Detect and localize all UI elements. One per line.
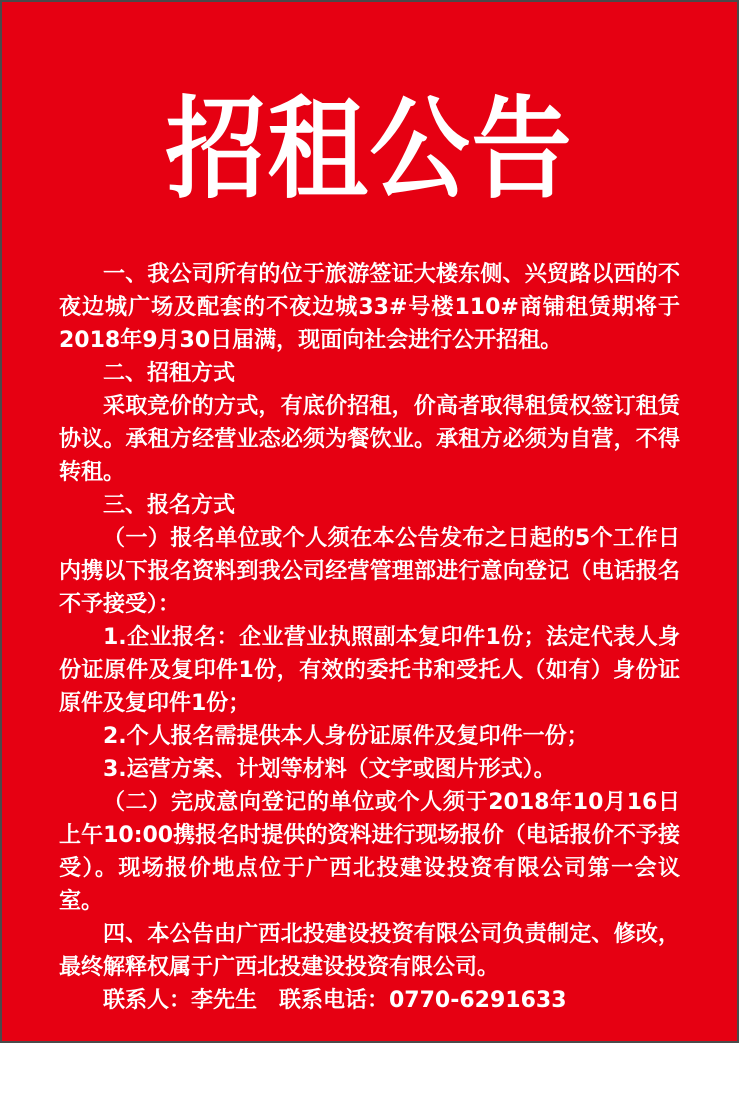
- para-enterprise-registration: 1.企业报名：企业营业执照副本复印件1份；法定代表人身份证原件及复印件1份，有效的委托书和受托人（如有）身份证原件及复印件1份；: [59, 625, 680, 716]
- notice-body: [2, 258, 737, 1017]
- signature-inner: [416, 1043, 680, 1109]
- heading-rental-method: 二、招租方式: [103, 361, 236, 386]
- signature-block: [2, 1043, 737, 1109]
- para-registration-requirements: （一）报名单位或个人须在本公告发布之日起的5个工作日内携以下报名资料到我公司经营管理部进行意向登记（电话报名不予接受）：: [59, 526, 680, 617]
- contact-line: 联系人：李先生 联系电话：0770-6291633: [103, 988, 567, 1013]
- heading-registration-method: 三、报名方式: [103, 493, 236, 518]
- para-rental-method: 采取竞价的方式，有底价招租，价高者取得租赁权签订租赁协议。承租方经营业态必须为餐饮业。承租方必须为自营，不得转租。: [59, 394, 680, 485]
- para-individual-registration: 2.个人报名需提供本人身份证原件及复印件一份；: [103, 724, 589, 749]
- para-operation-plan-materials: 3.运营方案、计划等材料（文字或图片形式）。: [103, 757, 556, 782]
- para-final-interpretation: 四、本公告由广西北投建设投资有限公司负责制定、修改，最终解释权属于广西北投建设投资有限公司。: [59, 922, 680, 980]
- signature-company: 广西北投建设投资有限公司: [415, 1047, 680, 1072]
- para-property-info: 一、我公司所有的位于旅游签证大楼东侧、兴贸路以西的不夜边城广场及配套的不夜边城33#号楼110#商铺租赁期将于2018年9月30日届满，现面向社会进行公开招租。: [59, 262, 680, 353]
- para-onsite-bidding: （二）完成意向登记的单位或个人须于2018年10月16日上午10:00携报名时提供的资料进行现场报价（电话报价不予接受）。现场报价地点位于广西北投建设投资有限公司第一会议室。: [59, 790, 680, 914]
- signature-date: 2018年9月30日: [461, 1080, 635, 1105]
- poster-title: 招租公告: [165, 84, 574, 214]
